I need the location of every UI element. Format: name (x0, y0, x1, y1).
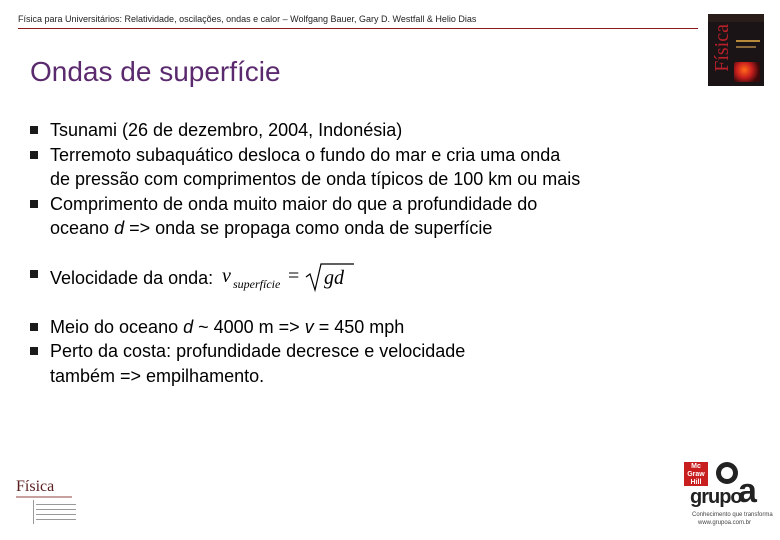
formula-equals: = (288, 264, 300, 287)
logo-divider (33, 500, 34, 524)
bullet-text: também => empilhamento. (50, 365, 265, 386)
bullet-marker-icon (30, 126, 38, 134)
variable-v: v (304, 316, 314, 337)
bullet-item (30, 118, 670, 143)
grupo-wordmark: grupo (690, 486, 742, 508)
variable-d: d (114, 218, 125, 238)
cover-decoration (736, 46, 756, 48)
bullet-text: Terremoto subaquático desloca o fundo do mar e cria uma onda (50, 144, 561, 165)
formula-rhs: gd (324, 266, 345, 289)
bullet-marker-icon (30, 151, 38, 159)
publisher-url: www.grupoa.com.br (698, 520, 752, 526)
fisica-logo: Física (16, 478, 55, 495)
mcgraw-hill-logo: Mc Graw Hill (684, 462, 708, 486)
grupo-a-letter: a (738, 472, 757, 510)
formula-lhs: v (222, 264, 232, 287)
formula-subscript: superfície (233, 276, 281, 291)
logo-fine-print (36, 500, 76, 524)
cover-title: Física (711, 24, 733, 72)
bullet-text: oceano (50, 218, 115, 238)
bullet-list (30, 118, 670, 388)
publisher-logo (676, 460, 773, 532)
bullet-text: Perto da costa: profundidade decresce e velocidade (50, 341, 466, 361)
cover-band (708, 14, 764, 22)
publisher-tagline: Conhecimento que transforma (692, 512, 773, 518)
wave-speed-formula (220, 262, 356, 296)
slide-title: Ondas de superfície (30, 56, 281, 87)
bullet-text: = 450 mph (313, 316, 405, 337)
header-rule (18, 28, 698, 29)
bullet-item (30, 262, 670, 296)
bullet-text: => onda se propaga como onda de superfície (124, 218, 493, 238)
logo-underline (16, 496, 72, 498)
bullet-text: de pressão com comprimentos de onda típicos de 100 km ou mais (50, 169, 581, 189)
bullet-text: ~ 4000 m => (193, 316, 305, 337)
bullet-item (30, 315, 670, 340)
bullet-item (30, 192, 670, 241)
variable-d: d (183, 316, 194, 337)
bullet-marker-icon (30, 200, 38, 208)
bullet-text: Comprimento de onda muito maior do que a profundidade do (50, 193, 538, 214)
bullet-item (30, 143, 670, 192)
bullet-marker-icon (30, 347, 38, 355)
bullet-text: Meio do oceano (50, 316, 184, 337)
book-cover-image (708, 14, 764, 86)
bullet-text: Velocidade da onda: (50, 267, 219, 288)
bullet-marker-icon (30, 270, 38, 278)
running-header: Física para Universitários: Relatividade, oscilações, ondas e calor – Wolfgang Bauer, Gary D. Westfall & Helio Dias (18, 14, 477, 24)
seal-icon (716, 462, 738, 484)
bullet-item (30, 339, 670, 388)
bullet-text: Tsunami (26 de dezembro, 2004, Indonésia) (50, 120, 403, 140)
bullet-marker-icon (30, 323, 38, 331)
cover-decoration (736, 40, 760, 42)
cover-artwork (734, 62, 760, 82)
